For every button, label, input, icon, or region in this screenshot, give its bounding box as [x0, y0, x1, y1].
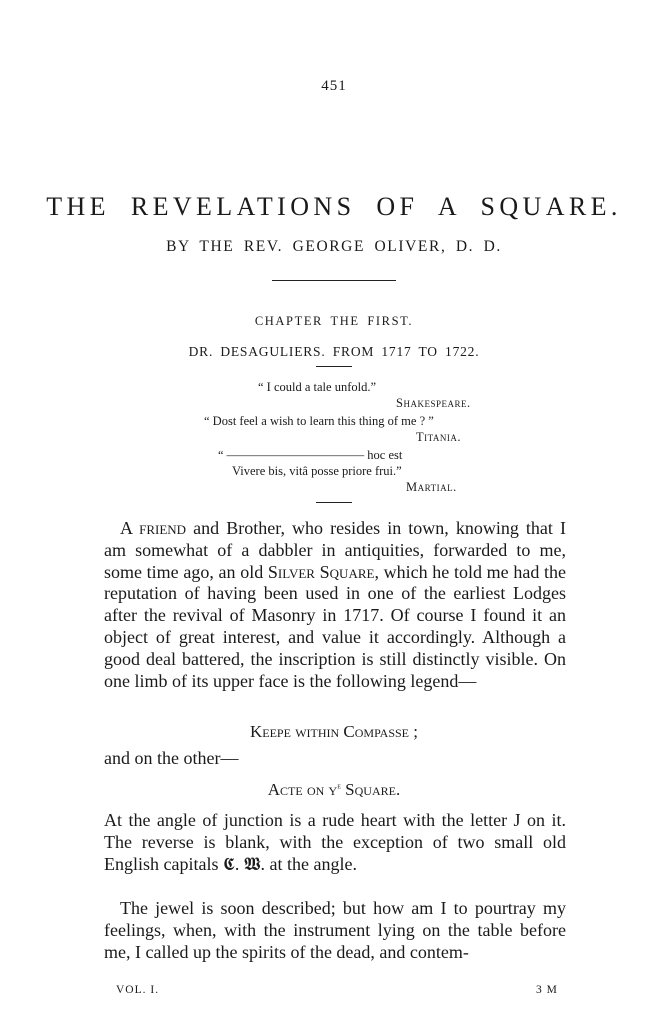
- epigraph-1-attribution: Shakespeare.: [396, 396, 471, 410]
- legend-line-2-a: Acte on y: [267, 780, 338, 799]
- epigraph-1-text: “ I could a tale unfold.”: [258, 380, 377, 394]
- footer-signature: 3 M: [536, 984, 558, 996]
- epigraph-3-line-2: Vivere bis, vitâ posse priore frui.”: [232, 464, 402, 478]
- paragraph-1: [104, 518, 566, 692]
- paragraph-1-silver-square: Silver Square: [267, 561, 375, 582]
- page-number: 451: [321, 78, 347, 94]
- legend-line-1: Keepe within Compasse ;: [250, 722, 418, 741]
- legend-line-2-b: Square.: [340, 780, 401, 799]
- paragraph-1-text-b: , which he told me had the reputation of having been used in one of the earliest Lodges after the revival of Masonry in 1717. Of course I found it an object of great interest, and value it accordingly. Although a good deal battered, the inscription is still distinctly visible. On one limb of its upper face is the following legend—: [104, 561, 567, 691]
- author-byline: BY THE REV. GEORGE OLIVER, D. D.: [166, 238, 502, 255]
- paragraph-1-text-a: and Brother, who resides in town, knowing that I am somewhat of a dabbler in antiquities, forwarded to me, some time ago, an old: [104, 518, 566, 582]
- epigraph-top-divider: [316, 366, 352, 367]
- legend-line-2: [0, 780, 668, 800]
- epigraph-2-text: “ Dost feel a wish to learn this thing of me ? ”: [204, 414, 434, 428]
- epigraph-2-attribution: Titania.: [416, 430, 462, 444]
- epigraph-bottom-divider: [316, 502, 352, 503]
- article-title: THE REVELATIONS OF A SQUARE.: [46, 192, 622, 221]
- paragraph-2: At the angle of junction is a rude heart with the letter J on it. The reverse is blank, with the exception of two small old English capitals 𝕮. 𝖂. at the angle.: [104, 810, 566, 874]
- epigraph-3-line-1: “ ——————————— hoc est: [218, 448, 403, 462]
- chapter-heading: CHAPTER THE FIRST.: [254, 314, 414, 328]
- paragraph-3: The jewel is soon described; but how am I to pourtray my feelings, when, with the instrument lying on the table before me, I called up the spirits of the dead, and contem-: [104, 898, 566, 962]
- paragraph-1-lead: A friend: [120, 518, 187, 538]
- legend-line-2-superscript: e: [337, 780, 341, 791]
- chapter-subtitle: DR. DESAGULIERS. FROM 1717 TO 1722.: [188, 344, 480, 359]
- footer-volume: VOL. I.: [116, 984, 160, 996]
- title-divider: [272, 280, 396, 281]
- epigraph-3-attribution: Martial.: [406, 480, 457, 494]
- and-on-the-other: and on the other—: [104, 748, 239, 768]
